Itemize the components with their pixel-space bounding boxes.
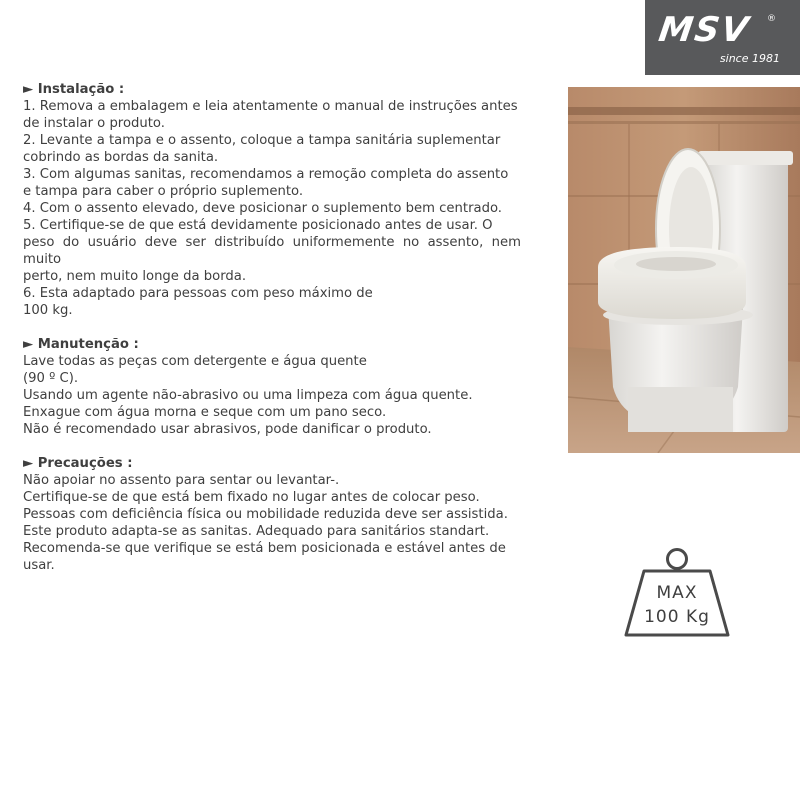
text-line: 100 kg. bbox=[23, 303, 73, 318]
text-line: Pessoas com deficiência física ou mobilidade reduzida deve ser assistida. bbox=[23, 507, 508, 522]
text-line: perto, nem muito longe da borda. bbox=[23, 269, 247, 284]
text-line: 5. Certifique-se de que está devidamente posicionado antes de usar. O bbox=[23, 218, 493, 233]
text-line: 3. Com algumas sanitas, recomendamos a remoção completa do assento bbox=[23, 167, 509, 182]
text-line: Lave todas as peças com detergente e água quente bbox=[23, 354, 367, 369]
text-line: 6. Esta adaptado para pessoas com peso máximo de bbox=[23, 286, 373, 301]
text-line: e tampa para caber o próprio suplemento. bbox=[23, 184, 304, 199]
text-line: 2. Levante a tampa e o assento, coloque a tampa sanitária suplementar bbox=[23, 133, 501, 148]
text-line: Este produto adapta-se as sanitas. Adequado para sanitários standart. bbox=[23, 524, 490, 539]
maintenance-section bbox=[23, 336, 521, 438]
max-weight-value: 100 Kg bbox=[644, 607, 710, 627]
maintenance-heading: ► Manutenção : bbox=[23, 337, 139, 352]
brand-tagline: since 1981 bbox=[719, 52, 780, 65]
brand-name: MSV bbox=[656, 10, 753, 50]
max-label: MAX bbox=[656, 583, 698, 603]
text-line: Não apoiar no assento para sentar ou levantar-. bbox=[23, 473, 340, 488]
registered-mark: ® bbox=[767, 14, 776, 24]
text-line: Não é recomendado usar abrasivos, pode danificar o produto. bbox=[23, 422, 432, 437]
text-line: cobrindo as bordas da sanita. bbox=[23, 150, 219, 165]
text-line: Enxague com água morna e seque com um pano seco. bbox=[23, 405, 387, 420]
product-photo bbox=[568, 87, 800, 453]
max-weight-badge bbox=[622, 545, 732, 641]
text-line: de instalar o produto. bbox=[23, 116, 165, 131]
brand-logo bbox=[645, 0, 800, 75]
text-line: 4. Com o assento elevado, deve posicionar o suplemento bem centrado. bbox=[23, 201, 502, 216]
precautions-heading: ► Precauções : bbox=[23, 456, 133, 471]
text-line: peso do usuário deve ser distribuído uniformemente no assento, nem muito bbox=[23, 235, 521, 267]
installation-heading: ► Instalação : bbox=[23, 82, 125, 97]
text-line: usar. bbox=[23, 558, 55, 573]
text-line: Certifique-se de que está bem fixado no lugar antes de colocar peso. bbox=[23, 490, 480, 505]
precautions-section bbox=[23, 455, 521, 574]
text-line: Usando um agente não-abrasivo ou uma limpeza com água quente. bbox=[23, 388, 473, 403]
text-line: (90 º C). bbox=[23, 371, 79, 386]
instructions-text bbox=[23, 81, 521, 574]
installation-section bbox=[23, 81, 521, 319]
text-line: Recomenda-se que verifique se está bem posicionada e estável antes de bbox=[23, 541, 506, 556]
text-line: 1. Remova a embalagem e leia atentamente o manual de instruções antes bbox=[23, 99, 518, 114]
